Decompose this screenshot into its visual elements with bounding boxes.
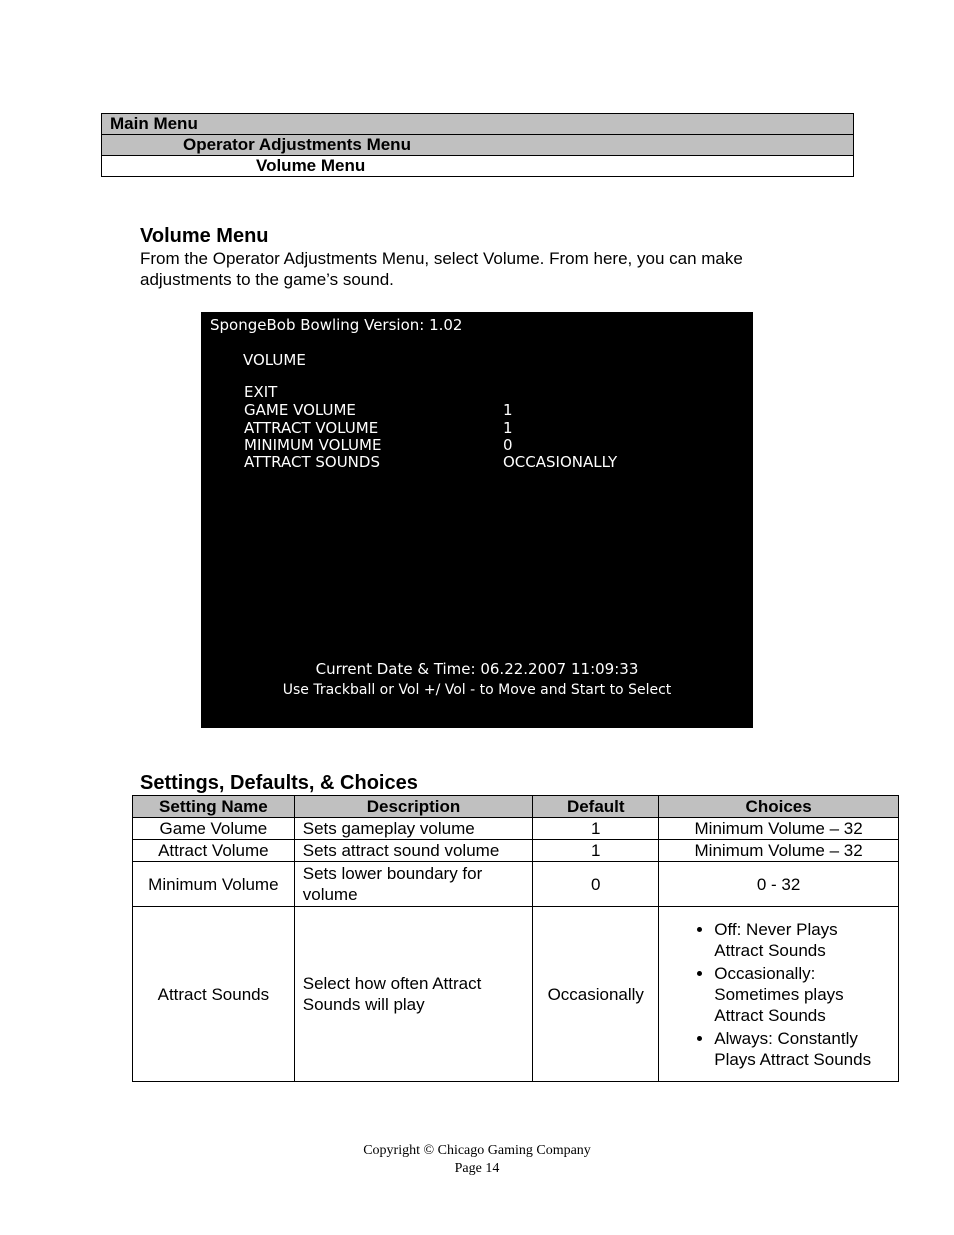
breadcrumb-operator-adjustments — [101, 134, 854, 156]
screen-menu-value: OCCASIONALLY — [503, 453, 618, 471]
header-description: Description — [294, 796, 533, 818]
cell-setting-name: Attract Volume — [133, 840, 295, 862]
header-choices: Choices — [659, 796, 899, 818]
breadcrumb-volume-menu — [101, 155, 854, 177]
cell-choices: 0 - 32 — [659, 862, 899, 907]
cell-description: Sets gameplay volume — [294, 818, 533, 840]
settings-heading: Settings, Defaults, & Choices — [140, 772, 418, 794]
cell-description: Select how often Attract Sounds will play — [294, 907, 533, 1082]
table-row — [133, 862, 899, 907]
cell-setting-name: Attract Sounds — [133, 907, 295, 1082]
choice-item-always: • Always: Constantly Plays Attract Sounds — [714, 1028, 890, 1070]
choice-item-occasionally: • Occasionally: Sometimes plays Attract Sounds — [714, 963, 890, 1026]
volume-menu-section — [140, 224, 860, 290]
breadcrumb-level-1: Main Menu — [110, 114, 198, 133]
screen-menu-game-volume — [244, 402, 724, 420]
screen-menu-attract-volume — [244, 420, 724, 438]
cell-description: Sets attract sound volume — [294, 840, 533, 862]
table-row — [133, 818, 899, 840]
screen-menu-label: MINIMUM VOLUME — [244, 436, 382, 454]
header-setting-name: Setting Name — [133, 796, 295, 818]
breadcrumb-level-2: Operator Adjustments Menu — [183, 135, 411, 154]
volume-menu-screenshot — [201, 312, 753, 728]
choices-list — [659, 919, 890, 1070]
screen-menu-label: EXIT — [244, 383, 278, 401]
intro-line-2: adjustments to the game’s sound. — [140, 270, 394, 289]
cell-default: Occasionally — [533, 907, 659, 1082]
table-header-row — [133, 796, 899, 818]
cell-setting-name: Minimum Volume — [133, 862, 295, 907]
intro-line-1: From the Operator Adjustments Menu, select Volume. From here, you can make — [140, 249, 743, 268]
screen-datetime: Current Date & Time: 06.22.2007 11:09:33 — [315, 660, 639, 678]
cell-choices: Minimum Volume – 32 — [659, 818, 899, 840]
table-row — [133, 840, 899, 862]
screen-menu-value: 1 — [503, 419, 513, 437]
screen-menu-label: ATTRACT SOUNDS — [244, 453, 380, 471]
header-default: Default — [533, 796, 659, 818]
screen-menu-label: ATTRACT VOLUME — [244, 419, 379, 437]
screen-version: SpongeBob Bowling Version: 1.02 — [210, 316, 463, 334]
table-row — [133, 907, 899, 1082]
settings-table — [132, 795, 899, 1082]
cell-default: 0 — [533, 862, 659, 907]
choice-item-off: • Off: Never Plays Attract Sounds — [714, 919, 890, 961]
breadcrumb-level-3: Volume Menu — [256, 156, 366, 175]
screen-menu-label: GAME VOLUME — [244, 401, 356, 419]
cell-description: Sets lower boundary for volume — [294, 862, 533, 907]
screen-title: VOLUME — [243, 351, 306, 369]
cell-setting-name: Game Volume — [133, 818, 295, 840]
screen-menu-value: 0 — [503, 436, 513, 454]
breadcrumb — [101, 113, 854, 177]
cell-default: 1 — [533, 840, 659, 862]
screen-menu-value: 1 — [503, 401, 513, 419]
section-heading: Volume Menu — [140, 225, 269, 247]
footer — [0, 1142, 954, 1178]
cell-default: 1 — [533, 818, 659, 840]
screen-menu-exit — [244, 384, 724, 402]
screen-menu-attract-sounds — [244, 454, 724, 472]
footer-page-number: Page 14 — [454, 1161, 500, 1176]
screen-instructions: Use Trackball or Vol +/ Vol - to Move and Start to Select — [282, 682, 672, 698]
footer-copyright: Copyright © Chicago Gaming Company — [363, 1143, 591, 1158]
cell-choices: Minimum Volume – 32 — [659, 840, 899, 862]
breadcrumb-main-menu — [101, 113, 854, 135]
cell-choices — [659, 907, 899, 1082]
screen-menu-minimum-volume — [244, 437, 724, 455]
